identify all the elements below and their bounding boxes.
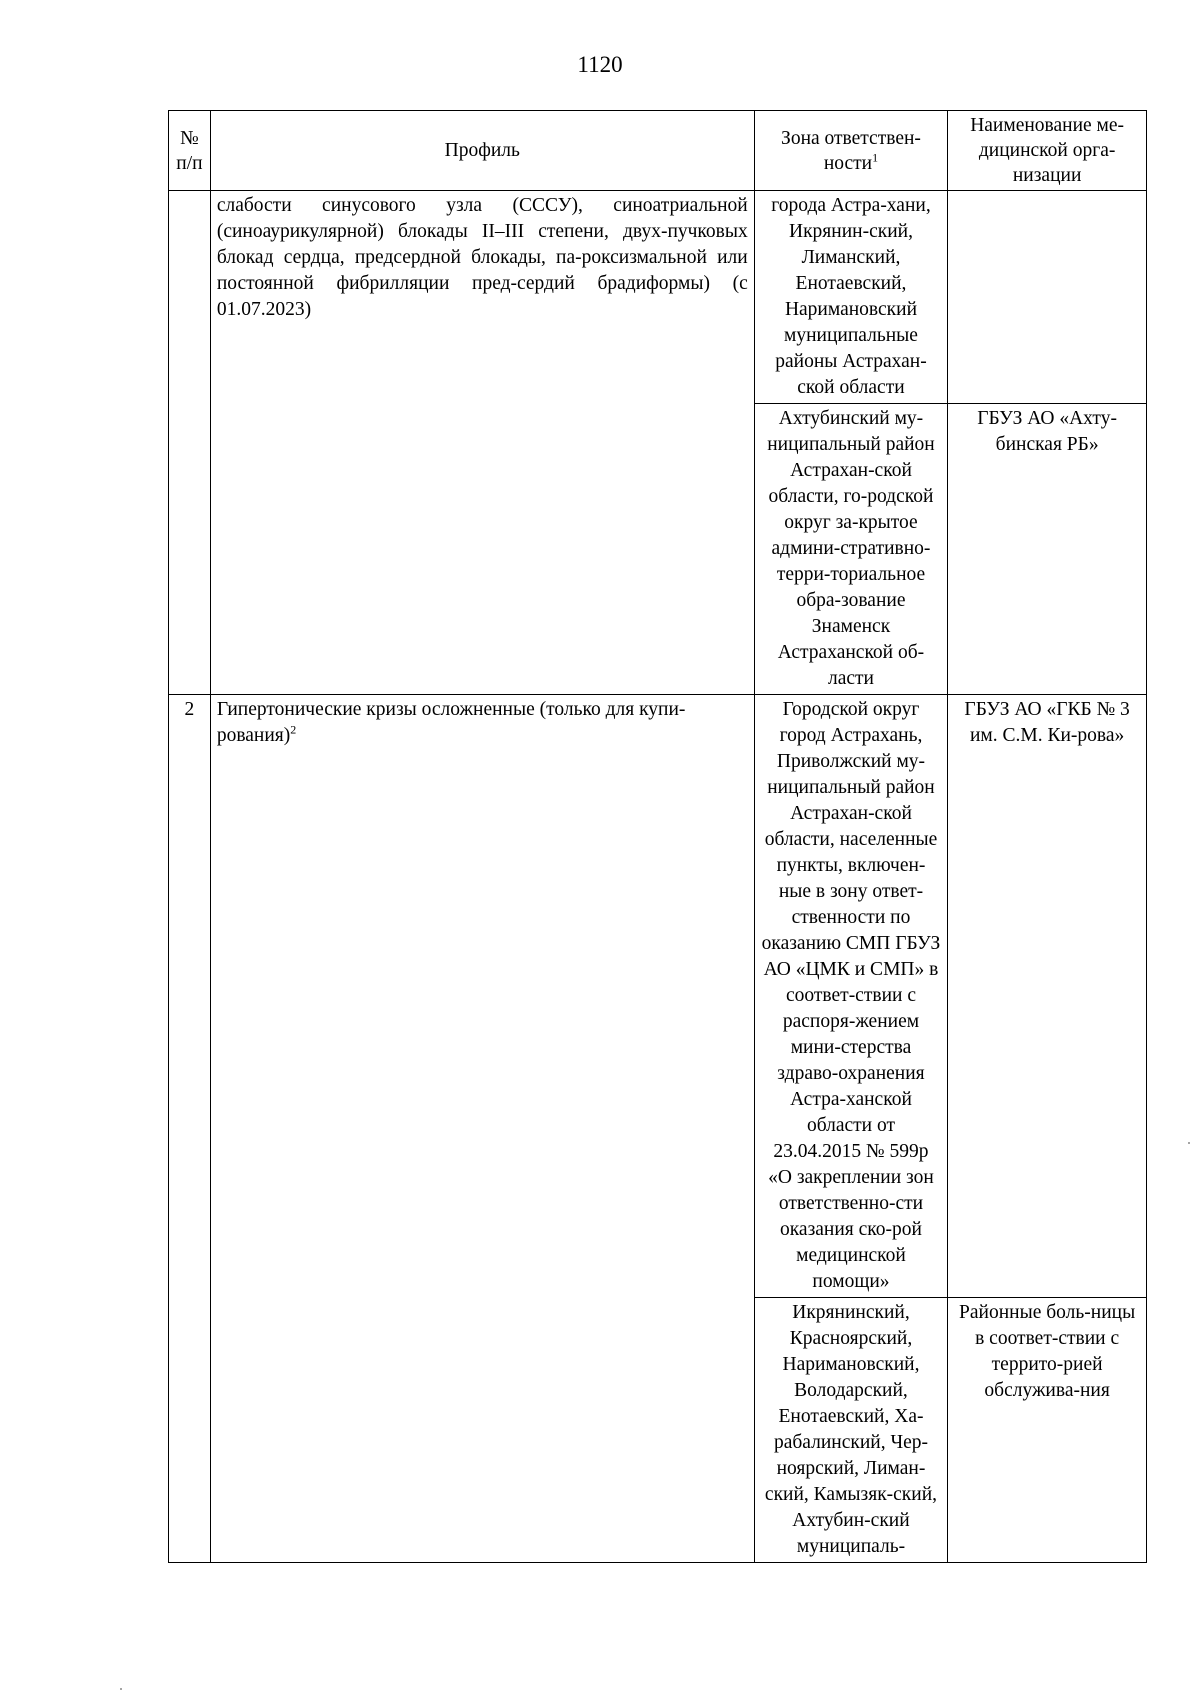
row-profile bbox=[210, 191, 754, 695]
scan-speck bbox=[120, 1688, 122, 1690]
table-row bbox=[169, 191, 1147, 404]
header-profile: Профиль bbox=[210, 111, 754, 191]
row-profile bbox=[210, 695, 754, 1563]
row-num: 2 bbox=[169, 695, 211, 1563]
page-number: 1120 bbox=[577, 52, 623, 77]
org-cell: Районные боль-ницы в соответ-ствии с террито-рией обслужива-ния bbox=[948, 1298, 1147, 1563]
zone-cell: Икрянинский, Красноярский, Наримановский, Володарский, Енотаевский, Ха-рабалинский, Чер-ноярский, Лиман-ский, Камызяк-ский, Ахтубин-ский муниципаль- bbox=[754, 1298, 948, 1563]
header-num: № п/п bbox=[169, 111, 211, 191]
row-num bbox=[169, 191, 211, 695]
footnote-ref-2: 2 bbox=[290, 722, 297, 737]
org-cell bbox=[948, 191, 1147, 404]
table-header-row bbox=[169, 111, 1147, 191]
row-profile-text: Гипертонические кризы осложненные (только для купи-рования) bbox=[216, 699, 686, 746]
header-zone bbox=[754, 111, 948, 191]
header-zone-text: Зона ответствен-ности bbox=[781, 127, 921, 174]
zone-cell: города Астра-хани, Икрянин-ский, Лиманский, Енотаевский, Наримановский муниципальные районы Астрахан-ской области bbox=[754, 191, 948, 404]
zone-cell: Городской округ город Астрахань, Приволжский му-ниципальный район Астрахан-ской области, населенные пункты, включен-ные в зону ответ-ственности по оказанию СМП ГБУЗ АО «ЦМК и СМП» в соответ-ствии с распоря-жением мини-стерства здраво-охранения Астра-ханской области от 23.04.2015 № 599р «О закреплении зон ответственно-сти оказания ско-рой медицинской помощи» bbox=[754, 695, 948, 1298]
responsibility-table bbox=[168, 110, 1147, 1563]
scan-speck bbox=[1188, 1142, 1190, 1144]
org-cell: ГБУЗ АО «Ахту-бинская РБ» bbox=[948, 404, 1147, 695]
table-row bbox=[169, 695, 1147, 1298]
header-org: Наименование ме-дицинской орга-низации bbox=[948, 111, 1147, 191]
footnote-ref-1: 1 bbox=[872, 150, 879, 164]
org-cell: ГБУЗ АО «ГКБ № 3 им. С.М. Ки-рова» bbox=[948, 695, 1147, 1298]
row-profile-text: слабости синусового узла (СССУ), синоатриальной (синоаурикулярной) блокады II–III степени, двух-пучковых блокад сердца, предсердной блокады, па-роксизмальной или постоянной фибрилляции пред-сердий брадиформы) (с 01.07.2023) bbox=[216, 195, 748, 320]
zone-cell: Ахтубинский му-ниципальный район Астрахан-ской области, го-родской округ за-крытое админи-стративно-терри-ториальное обра-зование Знаменск Астраханской об-ласти bbox=[754, 404, 948, 695]
